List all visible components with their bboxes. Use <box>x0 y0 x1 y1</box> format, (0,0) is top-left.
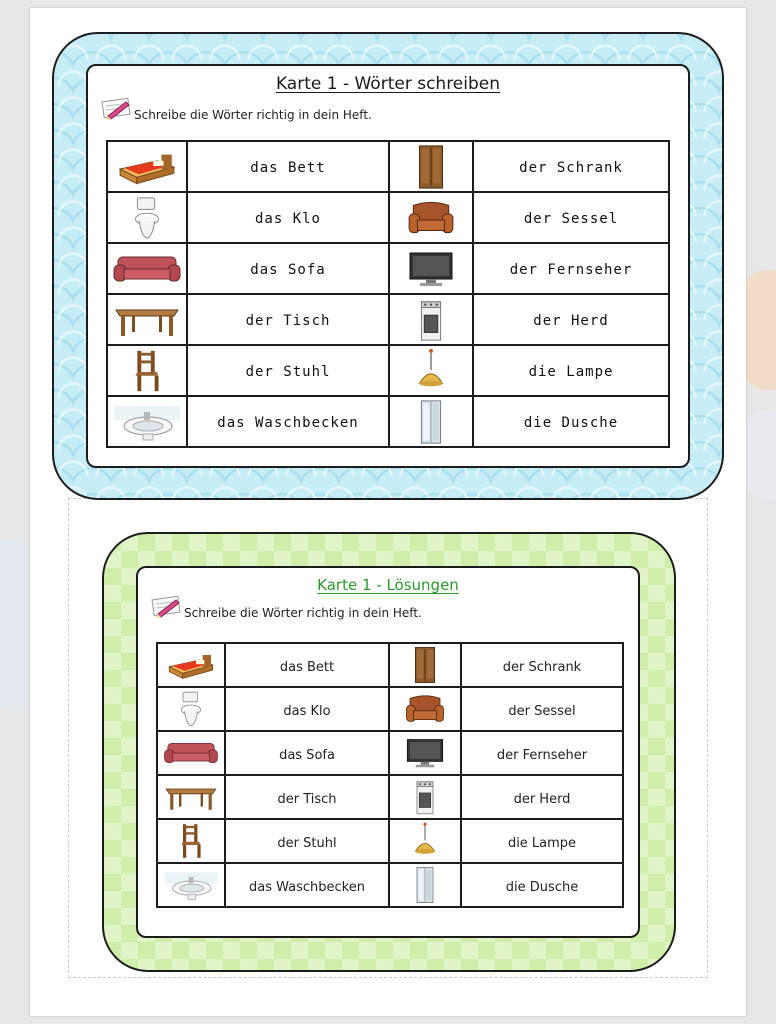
instruction-text: Schreibe die Wörter richtig in dein Heft. <box>184 606 422 620</box>
table-icon <box>112 301 182 339</box>
word: der Tisch <box>277 791 337 807</box>
word: das Sofa <box>279 747 335 763</box>
word: der Tisch <box>245 313 331 329</box>
word: das Klo <box>283 703 331 719</box>
stove-icon <box>408 777 442 817</box>
word: der Schrank <box>519 160 623 176</box>
table-row <box>107 192 669 243</box>
table-row <box>107 141 669 192</box>
card-content <box>136 566 640 938</box>
word: das Bett <box>250 160 326 176</box>
word: die Dusche <box>505 879 579 895</box>
wardrobe-icon <box>408 645 442 685</box>
word: der Fernseher <box>496 747 588 763</box>
word: die Lampe <box>507 835 577 851</box>
table-icon <box>163 781 219 813</box>
word: das Waschbecken <box>217 415 359 431</box>
word: die Lampe <box>528 364 614 380</box>
table-row <box>107 243 669 294</box>
word: das Bett <box>279 659 335 675</box>
table-row <box>157 819 623 863</box>
solution-card <box>102 532 676 972</box>
table-row <box>157 643 623 687</box>
instruction-text: Schreibe die Wörter richtig in dein Heft. <box>134 108 372 122</box>
sink-icon <box>163 868 219 902</box>
word-card <box>52 32 724 500</box>
word: das Sofa <box>250 262 326 278</box>
table-row <box>107 294 669 345</box>
tv-icon <box>406 248 456 290</box>
word: der Sessel <box>508 703 576 719</box>
lamp-icon <box>411 347 451 395</box>
lamp-icon <box>408 821 442 861</box>
card-title: Karte 1 - Wörter schreiben <box>275 74 501 94</box>
table-row <box>157 775 623 819</box>
sofa-icon <box>163 737 219 769</box>
table-row <box>107 396 669 447</box>
table-row <box>107 345 669 396</box>
tv-icon <box>404 735 446 771</box>
shower-icon <box>408 865 442 905</box>
stove-icon <box>411 296 451 344</box>
sink-icon <box>112 401 182 443</box>
word: der Sessel <box>523 211 619 227</box>
wardrobe-icon <box>411 143 451 191</box>
word: das Waschbecken <box>249 879 365 895</box>
toilet-icon <box>174 689 208 729</box>
table-row <box>157 687 623 731</box>
bed-icon <box>166 648 216 682</box>
word: der Herd <box>513 791 571 807</box>
sofa-icon <box>112 250 182 288</box>
word-table <box>156 642 624 908</box>
word-table <box>106 140 670 448</box>
chair-icon <box>127 347 167 395</box>
shower-icon <box>411 398 451 446</box>
pencil-icon <box>150 594 184 618</box>
word: der Stuhl <box>245 364 331 380</box>
table-row <box>157 731 623 775</box>
chair-icon <box>174 821 208 861</box>
pencil-icon <box>100 96 134 120</box>
word: der Herd <box>533 313 609 329</box>
word: der Schrank <box>502 659 582 675</box>
bed-icon <box>116 146 178 188</box>
table-row <box>157 863 623 907</box>
card-title: Karte 1 - Lösungen <box>317 576 459 594</box>
word: das Klo <box>254 211 321 227</box>
word: die Dusche <box>523 415 619 431</box>
word: der Stuhl <box>277 835 337 851</box>
armchair-icon <box>405 197 457 239</box>
card-content <box>86 64 690 468</box>
armchair-icon <box>403 691 447 727</box>
toilet-icon <box>127 194 167 242</box>
word: der Fernseher <box>509 262 633 278</box>
